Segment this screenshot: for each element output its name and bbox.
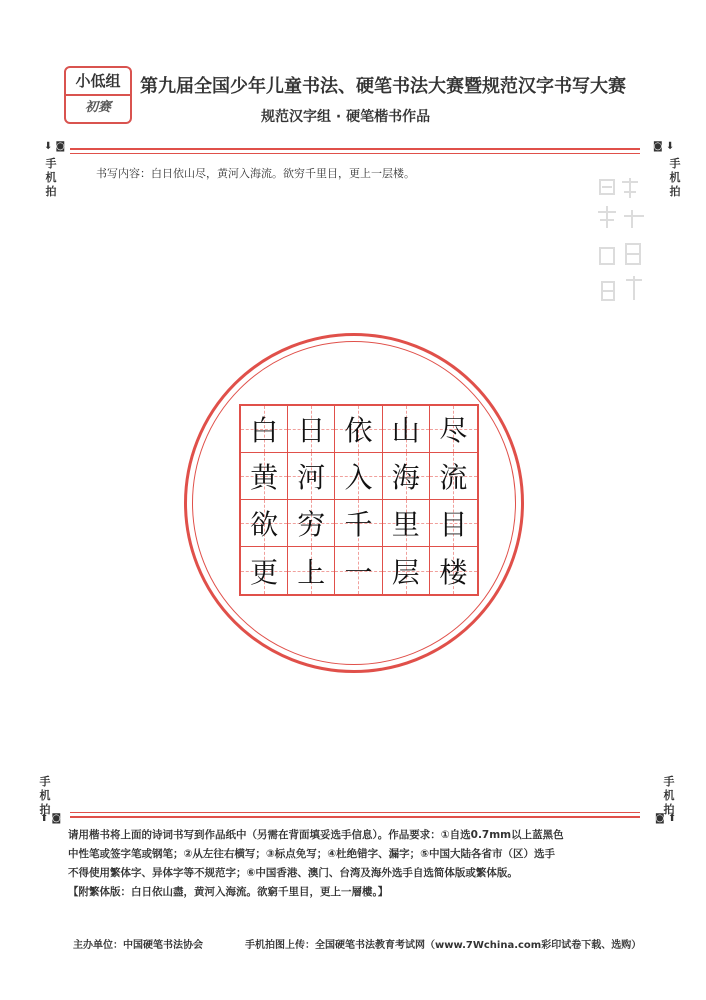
grid-cell: 白 bbox=[241, 406, 288, 453]
instruction-line: 请用楷书将上面的诗词书写到作品纸中（另需在背面填妥选手信息）。作品要求：①自选0.7mm以上蓝黑色 bbox=[68, 829, 564, 841]
side-label-top-left: 手机拍 bbox=[45, 157, 57, 198]
group-badge bbox=[64, 66, 132, 124]
grid-cell: 流 bbox=[430, 453, 477, 500]
writing-grid bbox=[239, 404, 479, 596]
grid-cell: 入 bbox=[335, 453, 382, 500]
instructions bbox=[68, 826, 648, 902]
camera-mark-bottom-right: ◙ ⬆ bbox=[655, 813, 677, 824]
side-label-bottom-right: 手机拍 bbox=[663, 775, 675, 816]
grid-cell: 穷 bbox=[288, 500, 335, 547]
badge-round-label: 初赛 bbox=[84, 100, 111, 115]
grid-cell: 更 bbox=[241, 547, 288, 594]
bottom-border-line bbox=[70, 812, 640, 813]
grid-cell: 目 bbox=[430, 500, 477, 547]
instruction-line: 不得使用繁体字、异体字等不规范字；⑥中国香港、澳门、台湾及海外选手自选简体版或繁体版。 bbox=[68, 867, 518, 879]
grid-cell: 依 bbox=[335, 406, 382, 453]
organizer: 主办单位：中国硬笔书法协会 bbox=[73, 940, 203, 951]
writing-content: 书写内容：白日依山尽，黄河入海流。欲穷千里目，更上一层楼。 bbox=[96, 167, 415, 180]
grid-cell: 千 bbox=[335, 500, 382, 547]
page-subtitle: 规范汉字组 · 硬笔楷书作品 bbox=[261, 109, 431, 125]
top-border-line bbox=[70, 148, 640, 150]
grid-cell: 尽 bbox=[430, 406, 477, 453]
grid-cell: 河 bbox=[288, 453, 335, 500]
grid-cell: 上 bbox=[288, 547, 335, 594]
camera-mark-bottom-left: ⬆ ◙ bbox=[40, 813, 62, 824]
camera-mark-top-left: ⬇ ◙ bbox=[44, 141, 66, 152]
side-label-top-right: 手机拍 bbox=[669, 157, 681, 198]
upload-info: 手机拍图上传：全国硬笔书法教育考试网（www.7Wchina.com彩印试卷下载、选购） bbox=[245, 940, 642, 951]
grid-cell: 山 bbox=[383, 406, 430, 453]
top-border-line-2 bbox=[70, 153, 640, 154]
side-label-bottom-left: 手机拍 bbox=[39, 775, 51, 816]
camera-mark-top-right: ◙ ⬇ bbox=[653, 141, 675, 152]
traditional-version: 【附繁体版：白日依山盡，黄河入海流。欲窮千里目，更上一層樓。】 bbox=[68, 886, 389, 898]
bottom-border-line-2 bbox=[70, 816, 640, 818]
instruction-line: 中性笔或签字笔或钢笔；②从左往右横写；③标点免写；④杜绝错字、漏字；⑤中国大陆各省市（区）选手 bbox=[68, 848, 556, 860]
grid-cell: 楼 bbox=[430, 547, 477, 594]
grid-cell: 黄 bbox=[241, 453, 288, 500]
grid-cell: 欲 bbox=[241, 500, 288, 547]
grid-cell: 层 bbox=[383, 547, 430, 594]
bleed-through-marks bbox=[592, 172, 652, 322]
grid-cell: 日 bbox=[288, 406, 335, 453]
grid-cell: 海 bbox=[383, 453, 430, 500]
badge-group-label: 小低组 bbox=[66, 68, 130, 96]
grid-cell: 一 bbox=[335, 547, 382, 594]
grid-cell: 里 bbox=[383, 500, 430, 547]
page-title: 第九届全国少年儿童书法、硬笔书法大赛暨规范汉字书写大赛 bbox=[140, 76, 626, 97]
